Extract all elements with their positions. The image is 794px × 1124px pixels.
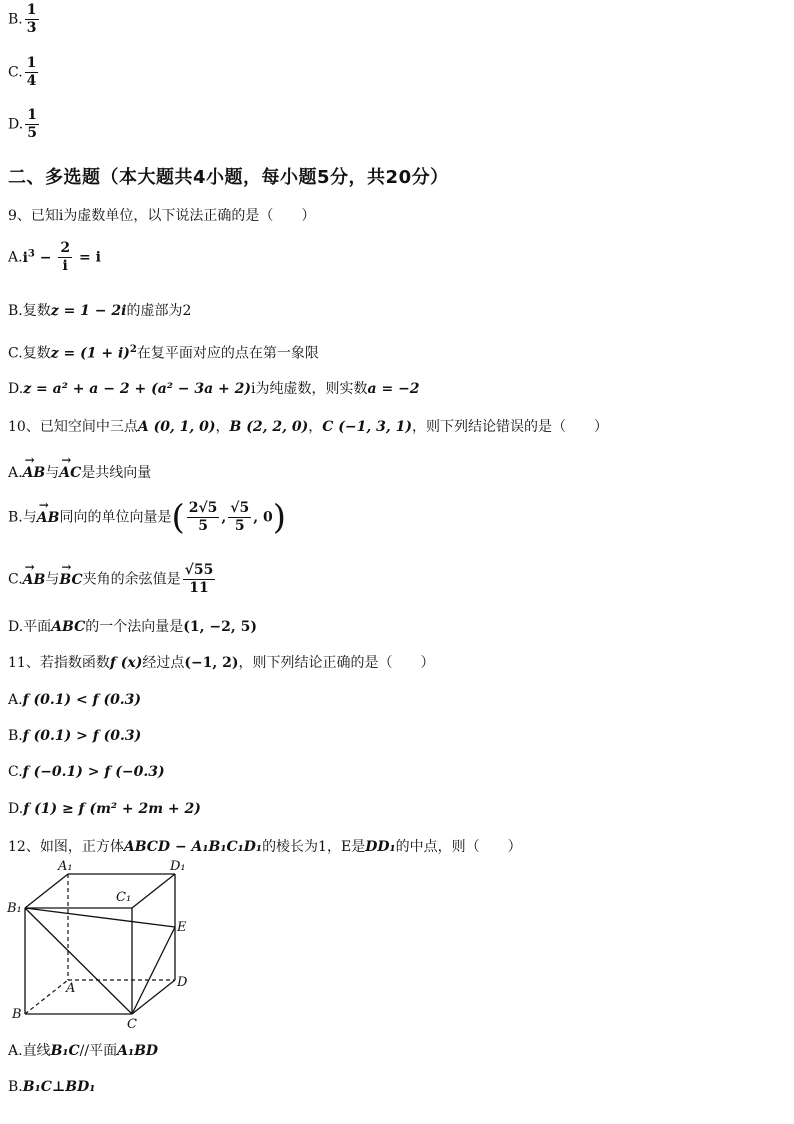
q9-option-a: $A.i^3$ − $\frac{2}{i}$ = i [8, 240, 101, 274]
label-b: B [12, 1007, 22, 1022]
section-heading: 二、多选题（本大题共4小题，每小题5分，共20分） [8, 167, 449, 188]
q10-option-a: A.→ AB与→ AC是共线向量 [8, 464, 151, 482]
label-b1: B₁ [7, 901, 22, 916]
q12-option-a: A.直线B₁C//平面A₁BD [8, 1043, 159, 1059]
q8-option-d: D. $\frac{1}{5}$ [8, 107, 37, 141]
label-c1: C₁ [116, 890, 132, 905]
q11-option-b: B.f (0.1) > f (0.3) [8, 728, 142, 744]
q11-option-c: C.f (−0.1) > f (−0.3) [8, 764, 165, 780]
label-e: E [177, 920, 187, 935]
q10-option-c: C.→ AB与→ BC夹角的余弦值是 $\frac{√55}{11}$ [8, 562, 217, 597]
q10-option-b: B.与→ AB同向的单位向量是( $\frac{2√5}{5}$ , $\frac{√5}{5}$ , 0) [8, 500, 286, 535]
label-a1: A₁ [58, 859, 73, 874]
q11-stem: 11、若指数函数f (x)经过点(−1, 2)，则下列结论正确的是（ ） [8, 655, 435, 671]
q9-option-b: B.复数z = 1 − 2i的虚部为2 [8, 303, 192, 319]
q8-option-b: B. $\frac{1}{3}$ [8, 2, 37, 36]
label-a: A [66, 981, 76, 996]
q10-stem: 10、已知空间中三点A (0, 1, 0)，B (2, 2, 0)，C (−1, 3, 1)，则下列结论错误的是（ ） [8, 419, 608, 435]
label-d1: D₁ [170, 859, 186, 874]
q10-option-d: D.平面ABC的一个法向量是(1, −2, 5) [8, 619, 257, 635]
cube-figure [0, 856, 200, 1030]
label-c: C [127, 1017, 137, 1030]
q9-stem: 9、已知i为虚数单位，以下说法正确的是（ ） [8, 208, 316, 224]
q12-option-b: B.B₁C⊥BD₁ [8, 1079, 96, 1095]
q11-option-d: D.f (1) ≥ f (m² + 2m + 2) [8, 801, 201, 817]
q9-option-d: D.z = a² + a − 2 + (a² − 3a + 2)i为纯虚数，则实数a = −2 [8, 381, 420, 397]
q11-option-a: A.f (0.1) < f (0.3) [8, 692, 142, 708]
q8-option-c: C. $\frac{1}{4}$ [8, 55, 37, 89]
q12-stem: 12、如图，正方体ABCD − A₁B₁C₁D₁的棱长为1，E是DD₁的中点，则（ ） [8, 839, 522, 855]
q9-option-c: C.复数$z = (1 + i)^2$在复平面对应的点在第一象限 [8, 344, 319, 362]
label-d: D [177, 975, 188, 990]
